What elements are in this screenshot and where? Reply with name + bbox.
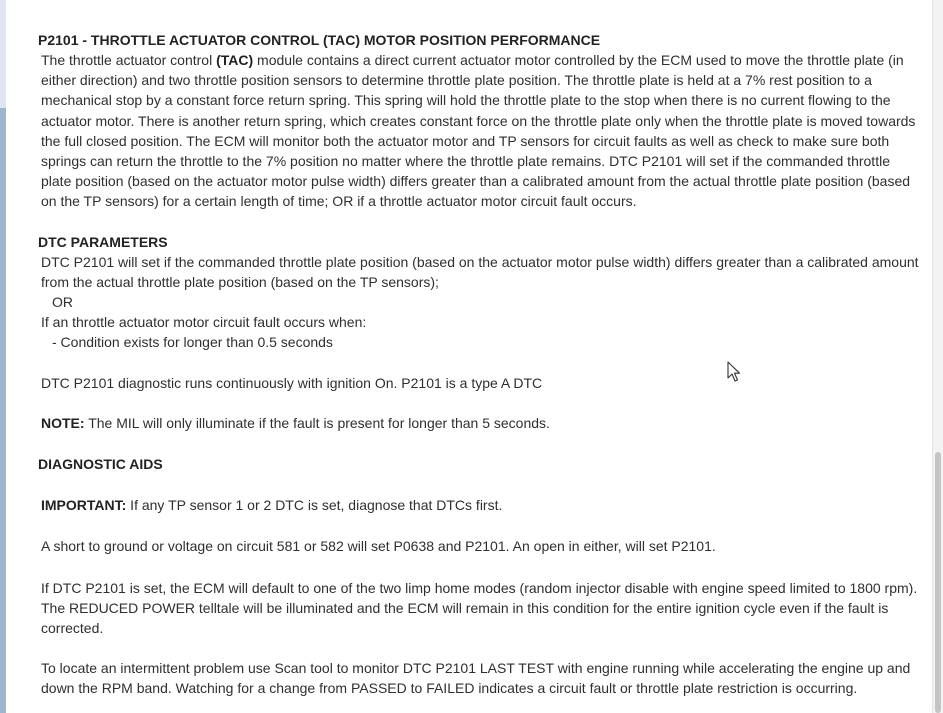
important-paragraph bbox=[38, 495, 920, 515]
short-circuit-paragraph: A short to ground or voltage on circuit 581 or 582 will set P0638 and P2101. An open in either, will set P2101. bbox=[41, 538, 716, 555]
spacer bbox=[38, 393, 920, 413]
dtc-parameters-line-1: DTC P2101 will set if the commanded throttle plate position (based on the actuator motor pulse width) differs greater than a calibrated amount from the actual throttle plate position (based on the TP sensors); bbox=[41, 253, 919, 290]
intro-paragraph bbox=[38, 50, 920, 211]
important-text: If any TP sensor 1 or 2 DTC is set, diagnose that DTCs first. bbox=[126, 497, 503, 514]
spacer bbox=[38, 515, 920, 536]
important-label: IMPORTANT: bbox=[41, 497, 127, 514]
intro-text-rest: module contains a direct current actuator motor controlled by the ECM used to move the throttle plate (in either direction) and two throttle position sensors to determine throttle plate position. The throttle plate is held at a 7% rest position to a mechanical stop by a constant force return spring. This spring will hold the throttle plate to the stop when there is no current flowing to the actuator motor. There is another return spring, which creates constant force on the throttle plate only when the throttle plate is moved towards the full closed position. The ECM will monitor both the actuator motor and TP sensors for circuit faults as well as check to make sure both springs can return the throttle to the 7% position no matter where the throttle plate remains. DTC P2101 will set if the commanded throttle plate position (based on the actuator motor pulse width) differs greater than a calibrated amount from the actual throttle plate position (based on the TP sensors) for a certain length of time; OR if a throttle actuator motor circuit fault occurs. bbox=[41, 52, 916, 210]
note-paragraph bbox=[38, 413, 920, 433]
left-rail-accent bbox=[0, 108, 6, 713]
note-label: NOTE: bbox=[41, 414, 85, 431]
spacer bbox=[38, 638, 920, 658]
dtc-parameters-condition: - Condition exists for longer than 0.5 seconds bbox=[52, 334, 333, 351]
mouse-pointer-icon bbox=[727, 361, 741, 383]
dtc-runs-text: DTC P2101 diagnostic runs continuously with ignition On. P2101 is a type A DTC bbox=[41, 374, 543, 391]
page-title: P2101 - THROTTLE ACTUATOR CONTROL (TAC) MOTOR POSITION PERFORMANCE bbox=[38, 32, 601, 48]
spacer bbox=[38, 557, 920, 578]
intermittent-paragraph: To locate an intermittent problem use Scan tool to monitor DTC P2101 LAST TEST with engine running while accelerating the engine up and down the RPM band. Watching for a change from PASSED to FAILED indicates a circuit fault or throttle plate restriction is occurring. bbox=[41, 660, 911, 697]
spacer bbox=[38, 474, 920, 495]
document-content bbox=[38, 30, 920, 698]
dtc-parameters-heading: DTC PARAMETERS bbox=[38, 233, 168, 250]
intro-text-start: The throttle actuator control bbox=[41, 52, 217, 69]
spacer bbox=[38, 433, 920, 454]
left-rail bbox=[0, 0, 6, 713]
vertical-scrollbar[interactable] bbox=[932, 0, 943, 713]
intro-bold-tac: (TAC) bbox=[216, 52, 254, 69]
spacer bbox=[38, 211, 920, 231]
scrollbar-thumb[interactable] bbox=[935, 452, 941, 713]
diagnostic-aids-heading: DIAGNOSTIC AIDS bbox=[38, 456, 163, 473]
spacer bbox=[38, 352, 920, 372]
dtc-parameters-or: OR bbox=[52, 294, 73, 311]
note-text: The MIL will only illuminate if the fault is present for longer than 5 seconds. bbox=[84, 414, 550, 431]
dtc-parameters-line-2: If an throttle actuator motor circuit fault occurs when: bbox=[41, 314, 367, 331]
limp-home-paragraph: If DTC P2101 is set, the ECM will default to one of the two limp home modes (random injector disable with engine speed limited to 1800 rpm). The REDUCED POWER telltale will be illuminated and the ECM will remain in this condition for the entire ignition cycle even if the fault is corrected. bbox=[41, 579, 918, 636]
